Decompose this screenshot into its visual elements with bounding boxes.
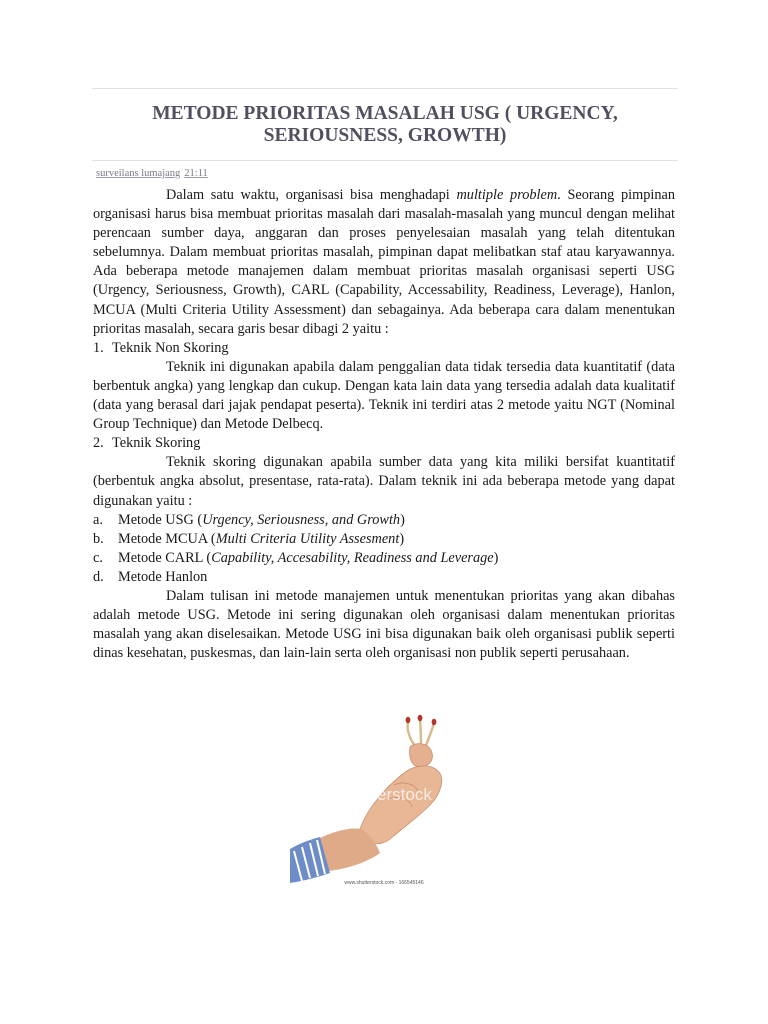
- list-marker: 1.: [93, 339, 104, 356]
- method-close: ): [400, 511, 405, 528]
- intro-text-start: Dalam satu waktu, organisasi bisa menghadapi: [166, 187, 457, 203]
- list-marker: a.: [93, 511, 103, 528]
- author-link[interactable]: surveilans lumajang: [96, 168, 181, 179]
- method-detail: Urgency, Seriousness, and Growth: [202, 511, 401, 528]
- section-heading-text: Teknik Non Skoring: [112, 339, 229, 356]
- list-marker: d.: [93, 568, 104, 585]
- title-divider: [92, 160, 678, 161]
- intro-italic-term: multiple problem: [456, 187, 558, 203]
- list-marker: c.: [93, 549, 103, 566]
- method-item-carl: [93, 549, 675, 568]
- method-name: Metode MCUA (: [118, 530, 216, 547]
- intro-paragraph: [93, 186, 675, 339]
- list-marker: b.: [93, 530, 104, 547]
- post-byline: [96, 168, 208, 179]
- section2-paragraph: Teknik skoring digunakan apabila sumber data yang kita miliki bersifat kuantitatif (berbentuk angka absolut, presentase, rata-rata). Dalam teknik ini ada beberapa metode yang dapat digunakan yaitu :: [93, 454, 675, 509]
- method-name: Metode USG (: [118, 511, 203, 528]
- method-detail: Capability, Accesability, Readiness and Leverage: [211, 549, 494, 566]
- post-title: [92, 103, 678, 147]
- method-name: Metode CARL (: [118, 549, 212, 566]
- method-close: ): [493, 549, 499, 566]
- method-name: Metode Hanlon: [118, 568, 208, 585]
- method-close: ): [399, 530, 405, 547]
- list-marker: 2.: [93, 435, 104, 452]
- method-item-mcua: [93, 530, 675, 549]
- image-caption: www.shutterstock.com · 166545146: [344, 880, 424, 886]
- post-title-line2: SERIOUSNESS, GROWTH): [263, 125, 507, 146]
- intro-text-end: . Seorang pimpinan organisasi harus bisa membuat prioritas masalah dari masalah-masalah yang muncul dengan melihat perencaan sumber daya, anggaran dan proses penyelesaian masalah yang telah ditentukan sebelumnya. Dalam membuat prioritas masalah, pimpinan dapat melibatkan staf atau karyawannya. Ada beberapa metode manajemen dalam membuat prioritas masalah organisasi seperti USG (Urgency, Seriousness, Growth), CARL (Capability, Accessability, Readiness, Leverage), Hanlon, MCUA (Multi Criteria Utility Assessment) dan sebagainya. Ada beberapa cara dalam menentukan prioritas masalah, secara garis besar dibagi 2 yaitu :: [93, 187, 676, 337]
- post-title-line1: METODE PRIORITAS MASALAH USG ( URGENCY,: [152, 103, 618, 124]
- watermark-text: shutterstock: [340, 785, 432, 804]
- method-item-usg: [93, 511, 675, 530]
- closing-paragraph: Dalam tulisan ini metode manajemen untuk menentukan prioritas yang akan dibahas adalah metode USG. Metode ini sering digunakan oleh organisasi dalam menentukan prioritas masalah yang akan diselesaikan. Metode USG ini bisa digunakan baik oleh organisasi publik seperti dinas kesehatan, puskesmas, dan lain-lain serta oleh organisasi non publik seperti perusahaan.: [93, 587, 675, 662]
- hand-matches-illustration: [290, 703, 476, 889]
- section-heading-text: Teknik Skoring: [112, 435, 201, 452]
- method-detail: Multi Criteria Utility Assesment: [215, 530, 400, 547]
- method-item-hanlon: [93, 568, 675, 587]
- section-heading-non-skoring: [93, 339, 675, 358]
- hand-matches-image: [290, 703, 476, 889]
- top-divider: [92, 88, 678, 89]
- section1-paragraph: Teknik ini digunakan apabila dalam penggalian data tidak tersedia data kuantitatif (data berbentuk angka) yang lengkap dan cukup. Dengan kata lain data yang tersedia adalah data kualitatif (data yang berasal dari jajak pendapat peserta). Teknik ini terdiri atas 2 metode yaitu NGT (Nominal Group Technique) dan Metode Delbecq.: [93, 358, 675, 433]
- section-heading-skoring: [93, 434, 675, 453]
- post-body: [93, 186, 675, 663]
- post-time-link[interactable]: 21:11: [184, 168, 208, 179]
